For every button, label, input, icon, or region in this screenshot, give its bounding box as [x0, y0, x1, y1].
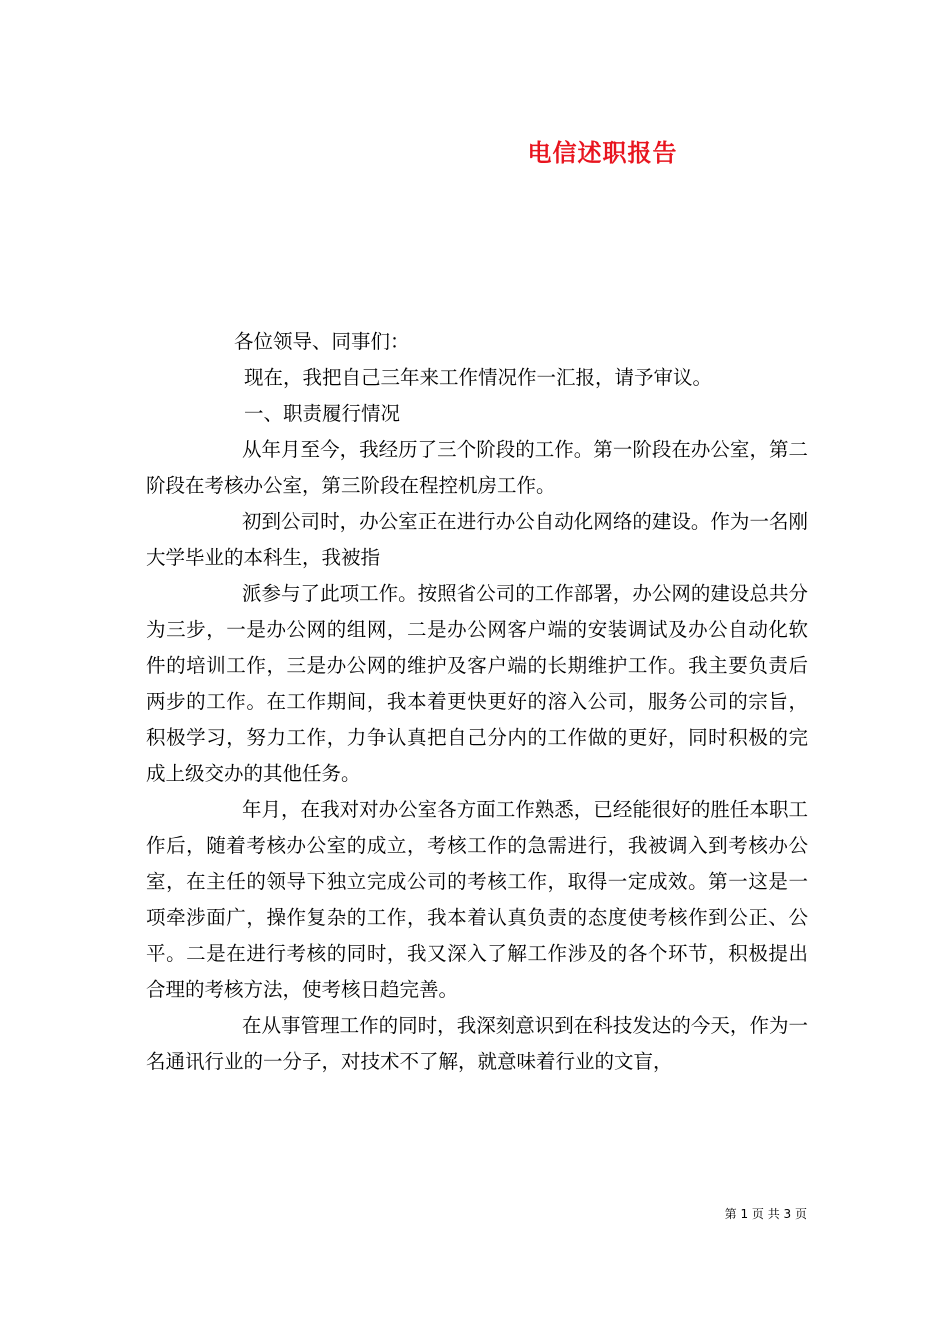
- paragraph: 从年月至今，我经历了三个阶段的工作。第一阶段在办公室，第二阶段在考核办公室，第三阶段在程控机房工作。: [146, 438, 808, 497]
- paragraph-intro: 现在，我把自己三年来工作情况作一汇报，请予审议。: [244, 366, 713, 389]
- paragraph: 在从事管理工作的同时，我深刻意识到在科技发达的今天，作为一名通讯行业的一分子，对技术不了解，就意味着行业的文盲，: [146, 1014, 808, 1073]
- document-body: [146, 324, 808, 1080]
- paragraph: 初到公司时，办公室正在进行办公自动化网络的建设。作为一名刚大学毕业的本科生，我被指: [146, 510, 808, 569]
- document-title: 电信述职报告: [527, 139, 678, 167]
- paragraph: 年月，在我对对办公室各方面工作熟悉，已经能很好的胜任本职工作后，随着考核办公室的成立，考核工作的急需进行，我被调入到考核办公室，在主任的领导下独立完成公司的考核工作，取得一定成效。第一这是一项牵涉面广，操作复杂的工作，我本着认真负责的态度使考核作到公正、公平。二是在进行考核的同时，我又深入了解工作涉及的各个环节，积极提出合理的考核方法，使考核日趋完善。: [146, 798, 808, 1001]
- section-heading: 一、职责履行情况: [244, 402, 401, 425]
- page-footer: 第 1 页 共 3 页: [724, 1207, 807, 1221]
- paragraph-salutation: 各位领导、同事们：: [234, 330, 410, 353]
- paragraph: 派参与了此项工作。按照省公司的工作部署，办公网的建设总共分为三步，一是办公网的组网，二是办公网客户端的安装调试及办公自动化软件的培训工作，三是办公网的维护及客户端的长期维护工作。我主要负责后两步的工作。在工作期间，我本着更快更好的溶入公司，服务公司的宗旨，积极学习，努力工作，力争认真把自己分内的工作做的更好，同时积极的完成上级交办的其他任务。: [146, 582, 808, 785]
